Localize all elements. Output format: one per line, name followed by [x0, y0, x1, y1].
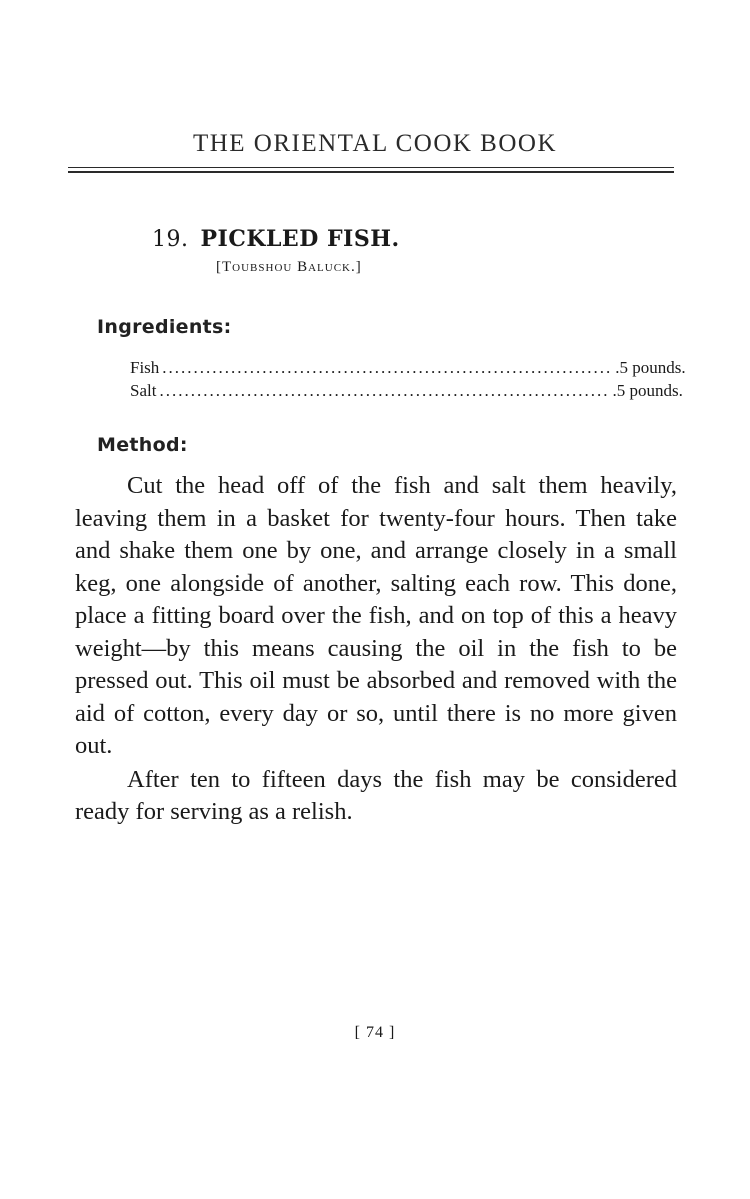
recipe-name: PICKLED FISH. [200, 226, 400, 252]
recipe-title [152, 226, 400, 252]
leader-dots: ........................................................................ [162, 358, 613, 377]
method-text [75, 470, 677, 830]
ingredient-row [130, 356, 686, 379]
page-number: [ 74 ] [354, 1024, 396, 1041]
recipe-subtitle: [Toubshou Baluck.] [216, 259, 362, 275]
method-paragraph: After ten to fifteen days the fish may be considered ready for serving as a relish. [75, 765, 677, 825]
ingredients-label: Ingredients: [97, 316, 232, 338]
ingredient-name: Fish [130, 358, 160, 377]
method-label: Method: [97, 434, 188, 456]
ingredient-name: Salt [130, 381, 157, 400]
header-rule-thick [68, 171, 674, 173]
leader-dots: ........................................................................ [159, 381, 610, 400]
ingredient-amount: .5 pounds. [615, 358, 686, 377]
method-paragraph: Cut the head off of the fish and salt them heavily, leaving them in a basket for twenty-four hours. Then take and shake them one by one, and arrange closely in a small keg, one alongside of another, salting each row. This done, place a fitting board over the fish, and on top of this a heavy weight—by this means causing the oil in the fish to be pressed out. This oil must be absorbed and removed with the aid of cotton, every day or so, until there is no more given out. [75, 472, 677, 759]
recipe-number: 19. [152, 227, 189, 252]
running-head: THE ORIENTAL COOK BOOK [192, 130, 558, 157]
ingredients-list [130, 356, 686, 402]
header-rule-thin [68, 167, 674, 168]
ingredient-row [130, 379, 683, 402]
ingredient-amount: .5 pounds. [612, 381, 683, 400]
